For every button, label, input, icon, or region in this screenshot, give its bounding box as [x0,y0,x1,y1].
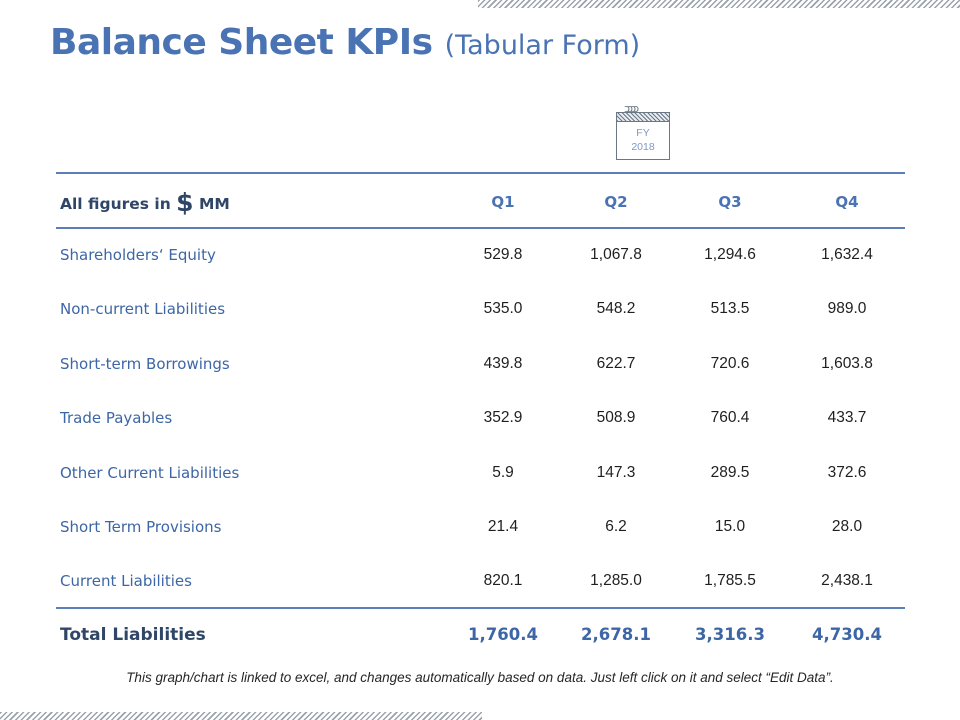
total-cell: 1,760.4 [468,625,538,644]
total-cell: 3,316.3 [695,625,765,644]
table-cell: 433.7 [827,409,867,426]
currency-symbol: $ [176,188,194,217]
row-label: Other Current Liabilities [60,464,240,482]
table-cell: 1,632.4 [821,246,873,263]
calendar-rings-icon: ↄↄↄↄ [624,102,637,115]
table-cell: 21.4 [487,518,519,535]
page-title [50,22,640,63]
table-cell: 2,438.1 [821,572,873,589]
table-cell: 1,603.8 [821,355,873,372]
table-cell: 1,785.5 [704,572,756,589]
footnote: This graph/chart is linked to excel, and changes automatically based on data. Just left click on it and select “Edit Data”. [126,670,834,685]
total-cell: 4,730.4 [812,625,882,644]
table-cell: 15.0 [714,518,746,535]
row-label: Shareholders‘ Equity [60,246,216,264]
table-cell: 439.8 [483,355,523,372]
table-cell: 147.3 [596,464,636,481]
title-subtitle: (Tabular Form) [444,30,641,61]
calendar-icon [616,102,670,160]
table-cell: 352.9 [483,409,523,426]
top-hatch-decoration [478,0,960,8]
table-cell: 6.2 [605,518,627,535]
table-cell: 535.0 [483,300,523,317]
row-label: Trade Payables [60,409,173,427]
table-cell: 289.5 [710,464,750,481]
table-cell: 820.1 [483,572,523,589]
units-prefix: All figures in [60,195,171,213]
bottom-hatch-decoration [0,712,482,720]
table-cell: 508.9 [596,409,636,426]
table-cell: 529.8 [483,246,523,263]
calendar-year: 2018 [631,141,655,153]
table-cell: 5.9 [492,464,514,481]
table-cell: 760.4 [710,409,750,426]
row-label: Short-term Borrowings [60,355,230,373]
column-header-q2: Q2 [604,193,628,211]
calendar-body [616,112,670,160]
table-cell: 989.0 [827,300,867,317]
units-suffix: MM [198,195,230,213]
table-cell: 513.5 [710,300,750,317]
table-total-rule [56,607,905,609]
title-main: Balance Sheet KPIs [50,22,433,63]
table-cell: 372.6 [827,464,867,481]
total-label: Total Liabilities [60,625,206,645]
table-cell: 1,067.8 [590,246,642,263]
row-label: Current Liabilities [60,572,192,590]
column-header-q1: Q1 [491,193,515,211]
calendar-label [617,126,669,154]
table-cell: 1,294.6 [704,246,756,263]
row-label: Short Term Provisions [60,518,222,536]
table-top-rule [56,172,905,174]
units-header [60,188,230,217]
table-cell: 720.6 [710,355,750,372]
table-cell: 28.0 [831,518,863,535]
table-cell: 1,285.0 [590,572,642,589]
table-cell: 548.2 [596,300,636,317]
calendar-fy: FY [636,127,650,139]
column-header-q3: Q3 [718,193,742,211]
column-header-q4: Q4 [835,193,859,211]
table-cell: 622.7 [596,355,636,372]
table-header-rule [56,227,905,229]
row-label: Non-current Liabilities [60,300,226,318]
total-cell: 2,678.1 [581,625,651,644]
